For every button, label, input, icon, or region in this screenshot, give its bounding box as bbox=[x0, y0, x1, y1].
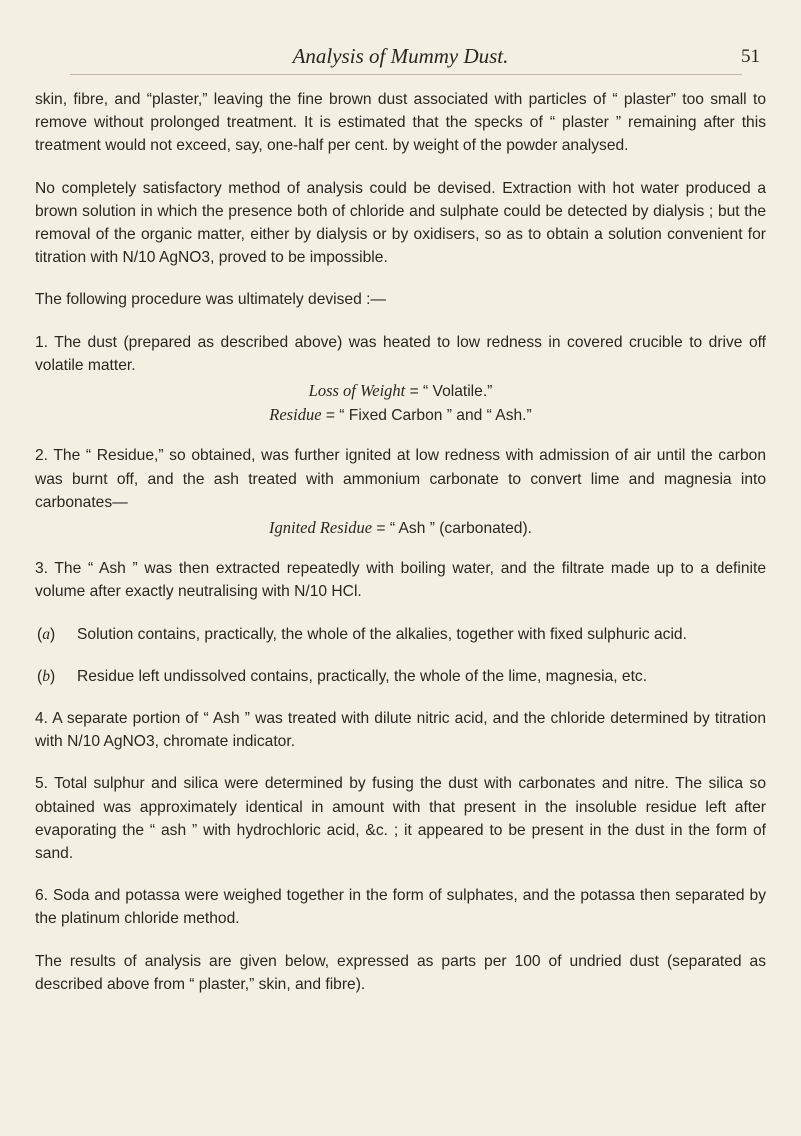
step-4: 4. A separate portion of “ Ash ” was treated with dilute nitric acid, and the chloride determined by titration with N/10 AgNO3, chromate indicator. bbox=[35, 710, 766, 751]
equation-label: Loss of Weight bbox=[308, 381, 406, 401]
step-2: 2. The “ Residue,” so obtained, was further ignited at low redness with admission of air until the carbon was burnt off, and the ash treated with ammonium carbonate to convert lime and magnesia into carbonates— bbox=[35, 447, 766, 511]
step-6: 6. Soda and potassa were weighed together in the form of sulphates, and the potassa then separated by the platinum chloride method. bbox=[35, 887, 766, 928]
running-title: Analysis of Mummy Dust. bbox=[292, 44, 509, 68]
sub-item-b bbox=[35, 665, 766, 688]
equation-ignited-residue bbox=[35, 516, 766, 540]
equation-value: = “ Fixed Carbon ” and “ Ash.” bbox=[321, 407, 532, 425]
equation-residue bbox=[35, 403, 766, 427]
step-5: 5. Total sulphur and silica were determined by fusing the dust with carbonates and nitre. The silica so obtained was approximately identical in amount with that present in the insoluble residue left after evaporating the “ ash ” with hydrochloric acid, &c. ; it appeared to be present in the dust in the form of sand. bbox=[35, 775, 766, 863]
sub-item-label: (a) bbox=[37, 625, 56, 643]
sub-item-a bbox=[35, 623, 766, 646]
equation-label: Ignited Residue bbox=[268, 518, 373, 538]
step-3: 3. The “ Ash ” was then extracted repeatedly with boiling water, and the filtrate made up to a definite volume after exactly neutralising with N/10 HCl. bbox=[35, 560, 766, 601]
paragraph-2: No completely satisfactory method of analysis could be devised. Extraction with hot water produced a brown solution in which the presence both of chloride and sulphate could be detected by dialysis ; but the removal of the organic matter, either by dialysis or by oxidisers, so as to obtain a solution convenient for titration with N/10 AgNO3, proved to be impossible. bbox=[35, 179, 766, 267]
sub-item-label: (b) bbox=[37, 667, 56, 685]
equation-label: Residue bbox=[269, 405, 322, 425]
sub-item-text: Residue left undissolved contains, practically, the whole of the lime, magnesia, etc. bbox=[77, 667, 648, 685]
equation-loss-of-weight bbox=[35, 379, 766, 403]
paragraph-1: skin, fibre, and “plaster,” leaving the fine brown dust associated with particles of “ plaster” too small to remove without prolonged treatment. It is estimated that the specks of “ plaster ” remaining after this treatment would not exceed, say, one-half per cent. by weight of the powder analysed. bbox=[35, 91, 766, 155]
sub-item-text: Solution contains, practically, the whole of the alkalies, together with fixed sulphuric acid. bbox=[77, 625, 687, 643]
step-1: 1. The dust (prepared as described above) was heated to low redness in covered crucible to drive off volatile matter. bbox=[35, 333, 766, 374]
closing-paragraph: The results of analysis are given below, expressed as parts per 100 of undried dust (separated as described above from “ plaster,” skin, and fibre). bbox=[35, 952, 766, 993]
body-text bbox=[35, 88, 766, 1015]
paragraph-3: The following procedure was ultimately devised :— bbox=[35, 291, 387, 309]
equation-value: = “ Volatile.” bbox=[405, 383, 493, 401]
equation-value: = “ Ash ” (carbonated). bbox=[372, 520, 532, 538]
page-header bbox=[0, 44, 801, 74]
page-number: 51 bbox=[741, 46, 760, 67]
header-rule bbox=[70, 74, 742, 75]
